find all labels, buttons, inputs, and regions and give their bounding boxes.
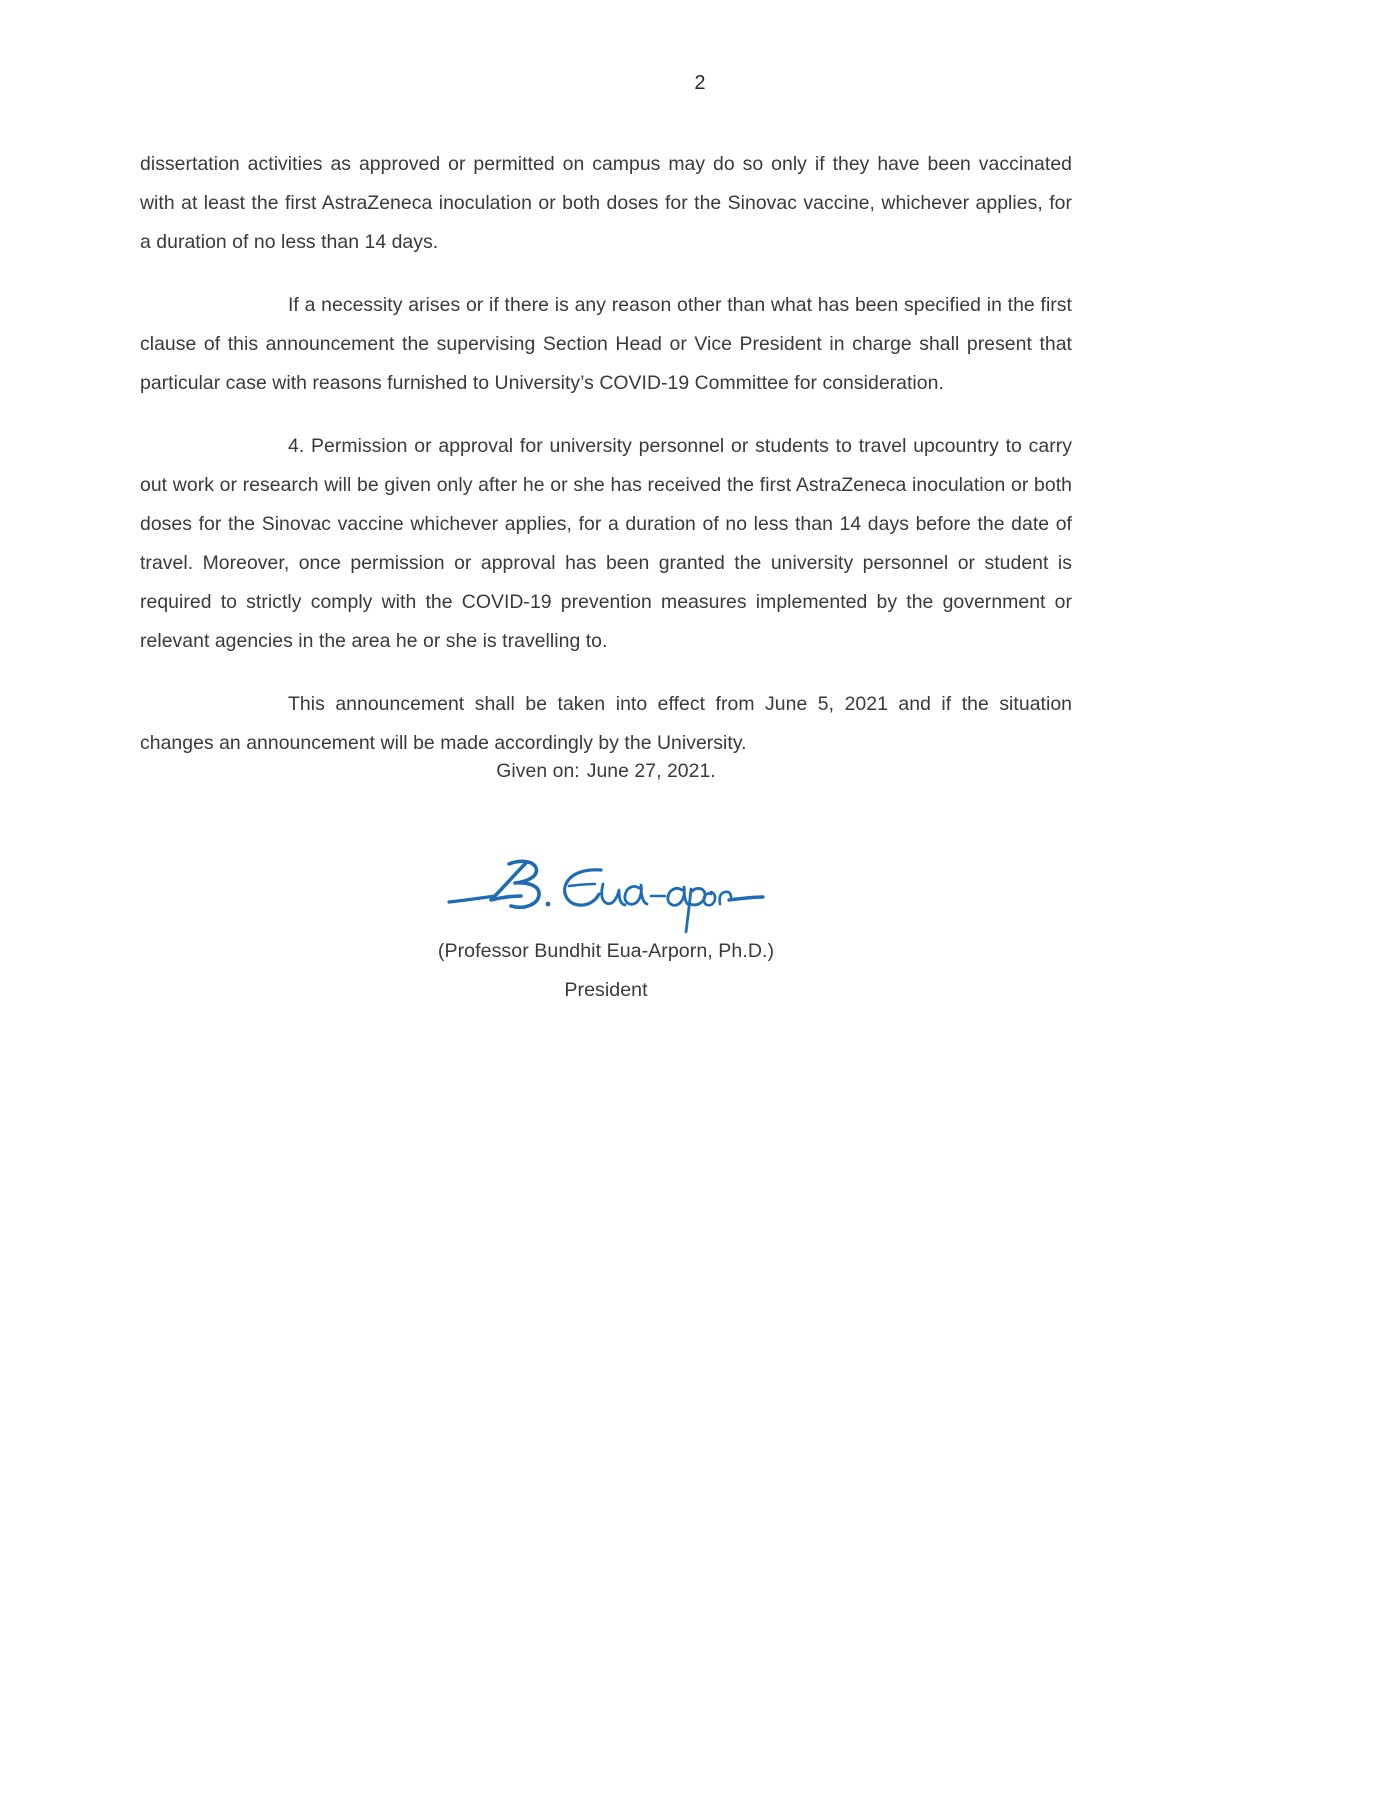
paragraph-clause-4: 4. Permission or approval for university personnel or students to travel upcountry to carry out work or research will be given only after he or she has received the first AstraZeneca inoculation or both doses for the Sinovac vaccine whichever applies, for a duration of no less than 14 days before the date of travel. Moreover, once permission or approval has been granted the university personnel or student is required to strictly comply with the COVID-19 prevention measures implemented by the government or relevant agencies in the area he or she is travelling to.	[140, 435, 1072, 652]
signature-block	[140, 840, 1072, 1002]
handwritten-signature-icon	[140, 840, 1072, 936]
document-body	[140, 145, 1072, 763]
signer-title: President	[564, 979, 648, 1001]
given-on-date: June 27, 2021.	[586, 760, 716, 782]
paragraph-effective-date: This announcement shall be taken into effect from June 5, 2021 and if the situation changes an announcement will be made accordingly by the University.	[140, 693, 1072, 754]
signer-name: (Professor Bundhit Eua-Arporn, Ph.D.)	[437, 940, 775, 962]
paragraph-necessity: If a necessity arises or if there is any reason other than what has been specified in the first clause of this announcement the supervising Section Head or Vice President in charge shall present that particular case with reasons furnished to University’s COVID-19 Committee for consideration.	[140, 294, 1072, 394]
paragraph-continuation: dissertation activities as approved or permitted on campus may do so only if they have been vaccinated with at least the first AstraZeneca inoculation or both doses for the Sinovac vaccine, whichever applies, for a duration of no less than 14 days.	[140, 153, 1072, 253]
given-on-label: Given on:	[496, 760, 580, 782]
page-number: 2	[694, 72, 706, 94]
given-on-line	[140, 760, 1072, 783]
